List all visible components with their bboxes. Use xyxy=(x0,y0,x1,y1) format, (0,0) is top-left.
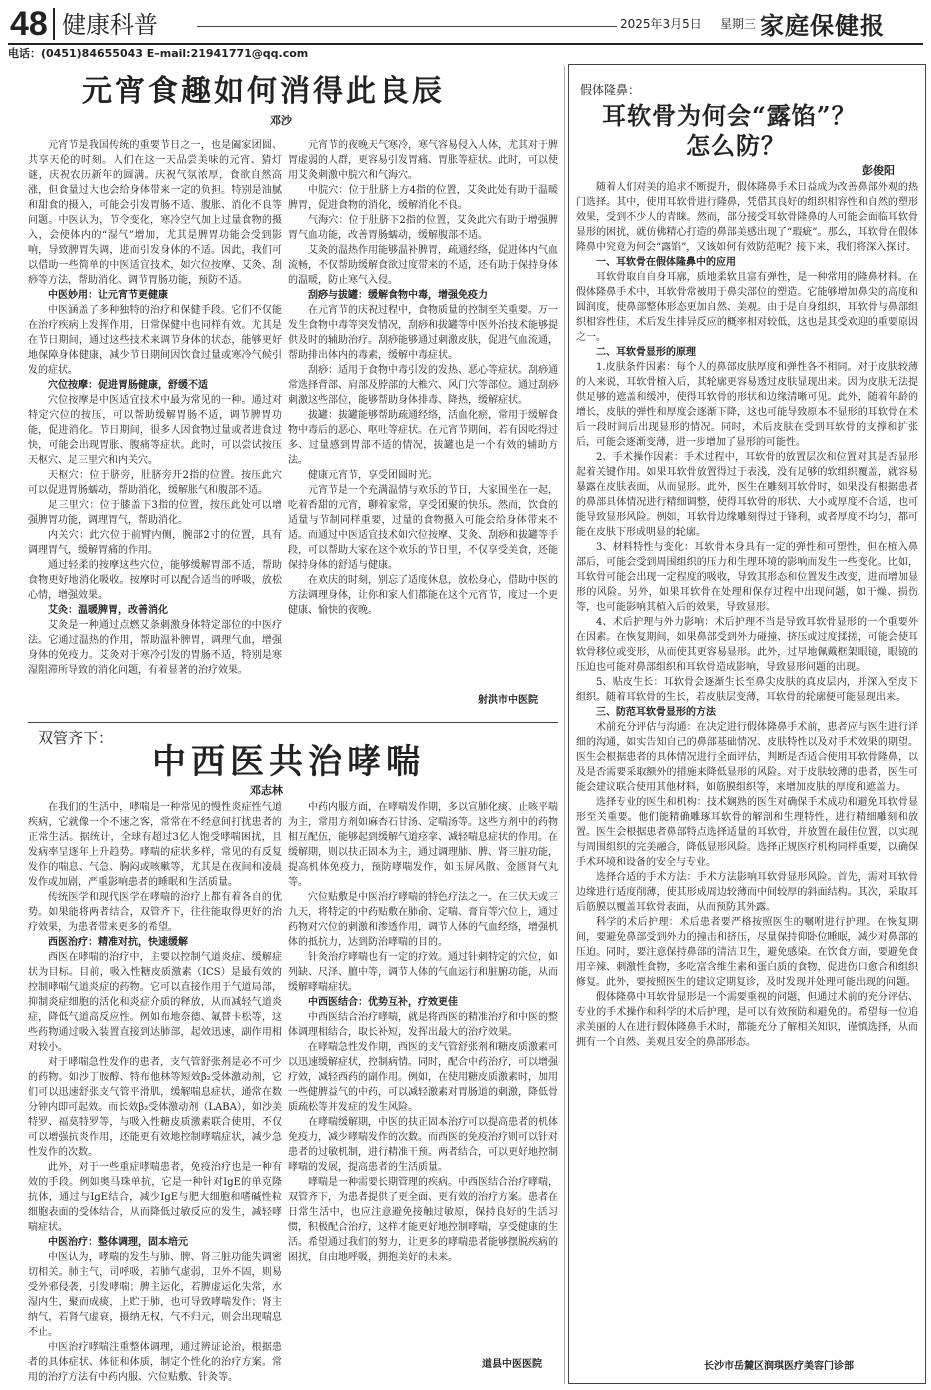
article1-author: 邓沙 xyxy=(270,114,292,127)
paragraph: 耳软骨取自自身耳廓，质地柔软且富有弹性，是一种常用的隆鼻材料。在假体隆鼻手术中，耳软骨常被用于鼻尖部位的塑造。它能够增加鼻尖的高度和圆润度，使鼻部整体形态更加自然、美观。由于是自身组织，耳软骨与鼻部组织相容性佳，术后发生排异反应的概率相对较低，这也是其受欢迎的重要原因之一。 xyxy=(576,272,918,343)
paragraph: 对于哮喘急性发作的患者，支气管舒张剂是必不可少的药物。如沙丁胺醇、特布他林等短效β₂受体激动剂，它们可以迅速舒张支气管平滑肌，缓解喘息症状，通常在数分钟内即可起效。而长效β₂受体激动剂（LABA），如沙美特罗、福莫特罗等，与吸入性糖皮质激素联合使用，不仅可以增强抗炎作用，还能更有效地控制哮喘症状，减少急性发作的次数。 xyxy=(28,1057,282,1158)
paragraph: 选择专业的医生和机构：技术娴熟的医生对确保手术成功和避免耳软骨显形至关重要。他们能精确雕琢耳软骨的解剖和生理特性，进行精细雕刻和放置。医生会根据患者鼻部特点选择适量的耳软骨，并放置在最佳位置，以实现与周围组织的完美融合，降低显形风险。选择正规医疗机构同样重要，以确保手术环境和设备的安全与专业。 xyxy=(576,797,918,868)
subheading: 艾灸：温暖脾胃，改善消化 xyxy=(48,605,168,616)
paragraph: 中西医结合治疗哮喘，就是将西医的精准治疗和中医的整体调理相结合，取长补短，发挥出最大的治疗效果。 xyxy=(288,1012,558,1038)
article1-source: 射洪市中医院 xyxy=(478,695,538,706)
article2-source: 道县中医医院 xyxy=(482,1359,542,1370)
paragraph: 气海穴：位于肚脐下2指的位置，艾灸此穴有助于增强脾胃气血功能，改善胃肠蠕动，缓解腹部不适。 xyxy=(288,215,558,241)
article3-title-line2: 怎么防？ xyxy=(686,131,786,160)
paragraph: 刮痧：适用于食物中毒引发的发热、恶心等症状。刮痧通常选择背部、肩部及脖部的大椎穴、风门穴等部位。通过刮痧刺激这些部位，能够帮助身体排毒、降热，缓解症状。 xyxy=(288,365,558,406)
paragraph: 3、材料特性与变化：耳软骨本身具有一定的弹性和可塑性，但在植入鼻部后，可能会受到周围组织的压力和生理环境的影响而发生一些变化。比如，耳软骨可能会出现一定程度的吸收，导致其形态和位置发生改变，进而增加显形的风险。另外，如果耳软骨在处理和保存过程中出现问题，如干燥、损伤等，也可能影响其植入后的效果，导致显形。 xyxy=(576,542,918,613)
article1-column-2 xyxy=(288,138,558,690)
paragraph: 在元宵节的庆祝过程中，食物质量的控制至关重要。万一发生食物中毒等突发情况，刮痧和拔罐等中医外治技术能够提供及时的辅助治疗。刮痧能够通过刺激皮肤，促进气血流通，帮助排出体内的毒素，缓解中毒症状。 xyxy=(288,305,558,361)
paragraph: 科学的术后护理：术后患者要严格按照医生的嘱咐进行护理。在恢复期间，要避免鼻部受到外力的撞击和挤压，尽量保持仰卧位睡眠，减少对鼻部的压迫。同时，要注意保持鼻部的清洁卫生，避免感染。在饮食方面，要避免食用辛辣、刺激性食物，多吃富含维生素和蛋白质的食物，促进伤口愈合和组织修复。此外，要按照医生的建议定期复诊，及时发现并处理可能出现的问题。 xyxy=(576,917,918,988)
header-divider xyxy=(53,8,55,40)
paragraph: 足三里穴：位于膝盖下3指的位置，按压此处可以增强脾胃功能，调理胃气，帮助消化。 xyxy=(28,500,282,526)
paragraph: 针灸治疗哮喘也有一定的疗效。通过针刺特定的穴位，如列缺、尺泽、膻中等，调节人体的气血运行和脏腑功能，从而缓解哮喘症状。 xyxy=(288,952,558,993)
page-number: 48 xyxy=(10,5,48,43)
paragraph: 在我们的生活中，哮喘是一种常见的慢性炎症性气道疾病，它就像一个不速之客，常常在不经意间打扰患者的正常生活。据统计，全球有超过3亿人饱受哮喘困扰，且发病率呈逐年上升趋势。哮喘的症状多样，常见的有反复发作的喘息、气急、胸闷或咳嗽等，尤其是在夜间和凌晨发作或加剧，严重影响患者的睡眠和生活质量。 xyxy=(28,802,282,888)
paragraph: 天枢穴：位于脐旁，肚脐旁开2指的位置。按压此穴可以促进胃肠蠕动，帮助消化，缓解胀气和腹部不适。 xyxy=(28,470,282,496)
paragraph: 选择合适的手术方法：手术方法影响耳软骨显形风险。首先，需对耳软骨边缘进行适度削薄，使其形成周边较薄而中间较厚的斜面结构。其次，采取耳后筋膜以覆盖耳软骨表面，从而预防其外露。 xyxy=(576,872,918,913)
paragraph: 此外，对于一些重症哮喘患者，免疫治疗也是一种有效的手段。例如奥马珠单抗，它是一种针对IgE的单克隆抗体，通过与IgE结合，减少IgE与肥大细胞和嗜碱性粒细胞表面的受体结合，从而降低过敏反应的发生，减轻哮喘症状。 xyxy=(28,1162,282,1233)
paragraph: 元宵节的夜晚天气寒冷，寒气容易侵入人体，尤其对于脾胃虚弱的人群，更容易引发胃痛、胃胀等症状。此时，可以使用艾灸刺激中脘穴和气海穴。 xyxy=(288,140,558,181)
paragraph: 通过轻柔的按摩这些穴位，能够缓解胃部不适，帮助食物更好地消化吸收。按摩时可以配合适当的呼吸，放松心情，增强效果。 xyxy=(28,560,282,601)
paragraph: 艾灸是一种通过点燃艾条刺激身体特定部位的中医疗法。它通过温热的作用，帮助温补脾胃，调理气血，增强身体的免疫力。艾灸对于寒冷引发的胃肠不适，特别是寒湿阻滞所导致的消化问题，有着显著的治疗效果。 xyxy=(28,620,282,676)
paragraph: 西医在哮喘的治疗中，主要以控制气道炎症、缓解症状为目标。目前，吸入性糖皮质激素（ICS）是最有效的控制哮喘气道炎症的药物。它可以直接作用于气道局部，抑制炎症细胞的活化和炎症介质的释放，从而减轻气道炎症，降低气道高反应性。例如布地奈德、氟替卡松等，这些药物通过吸入装置直接到达肺部，起效迅速，副作用相对较小。 xyxy=(28,952,282,1053)
paragraph: 术前充分评估与沟通：在决定进行假体隆鼻手术前，患者应与医生进行详细的沟通，如实告知自己的鼻部基础情况、皮肤特性以及对手术效果的期望。医生会根据患者的具体情况进行全面评估，判断是否适合使用耳软骨隆鼻，以及是否需要采取额外的措施来降低显形的风险。对于皮肤较薄的患者，医生可能会建议联合使用其他材料，如筋膜组织等，来增加皮肤的厚度和遮盖力。 xyxy=(576,722,918,793)
paragraph: 中脘穴：位于肚脐上方4指的位置，艾灸此处有助于温暖脾胃，促进食物的消化，缓解消化不良。 xyxy=(288,185,558,211)
paragraph: 哮喘是一种需要长期管理的疾病。中西医结合治疗哮喘，双管齐下，为患者提供了更全面、更有效的治疗方案。患者在日常生活中，也应注意避免接触过敏原，保持良好的生活习惯，积极配合治疗，这样才能更好地控制哮喘，享受健康的生活。希望通过我们的努力，让更多的哮喘患者能够摆脱疾病的困扰，自由地呼吸，拥抱美好的未来。 xyxy=(288,1177,558,1263)
subheading: 中医治疗：整体调理，固本培元 xyxy=(48,1237,188,1248)
paragraph: 4、术后护理与外力影响：术后护理不当是导致耳软骨显形的一个重要外在因素。在恢复期间，如果鼻部受到外力碰撞、挤压或过度揉搓，可能会使耳软骨移位或变形，从而使其更容易显形。此外，过早地佩戴框架眼镜，眼镜的压迫也可能对鼻部组织和耳软骨造成影响，导致显形问题的出现。 xyxy=(576,617,918,673)
paragraph: 中医治疗哮喘注重整体调理，通过辨证论治，根据患者的具体症状、体征和体质，制定个性化的治疗方案。常用的治疗方法有中药内服、穴位贴敷、针灸等。 xyxy=(28,1342,282,1383)
paragraph: 内关穴：此穴位于前臂内侧，腕部2寸的位置，具有调理胃气，缓解胃痛的作用。 xyxy=(28,530,282,556)
masthead-rule xyxy=(8,43,923,45)
header-rule xyxy=(197,26,617,27)
paragraph: 元宵节是一个充满温情与欢乐的节日，大家围坐在一起，吃着香甜的元宵，聊着家常，享受团聚的快乐。然而，饮食的适量与节制同样重要，过量的食物摄入可能会给身体带来不适。而通过中医适宜技术如穴位按摩、艾灸、刮痧和拔罐等手段，可以帮助大家在这个欢乐的节日里，不仅享受美食，还能保持身体的舒适与健康。 xyxy=(288,485,558,571)
paragraph: 在哮喘缓解期，中医的扶正固本治疗可以提高患者的机体免疫力，减少哮喘发作的次数。而西医的免疫治疗则可以针对患者的过敏机制，进行精准干预。两者结合，可以更好地控制哮喘的发展，提高患者的生活质量。 xyxy=(288,1117,558,1173)
paragraph: 5、贴皮生长：耳软骨会逐渐生长至鼻尖皮肤的真皮层内，并深入至皮下组织。随着耳软骨的生长，若皮肤层变薄，耳软骨的轮廓便可能显现出来。 xyxy=(576,677,918,703)
article-divider xyxy=(28,722,558,723)
paragraph: 假体隆鼻中耳软骨显形是一个需要重视的问题，但通过术前的充分评估、专业的手术操作和科学的术后护理，是可以有效预防和避免的。希望每一位追求美丽的人在进行假体隆鼻手术时，都能充分了解相关知识，谨慎选择，从而拥有一个自然、美观且安全的鼻部形态。 xyxy=(576,992,918,1048)
article2-column-1 xyxy=(28,800,282,1385)
contact-info: 电话：(0451)84655043 E–mail:21941771@qq.com xyxy=(8,47,309,60)
newspaper-name: 家庭保健报 xyxy=(760,11,885,40)
subheading: 二、耳软骨显形的原理 xyxy=(596,347,696,358)
article3-author: 彭俊阳 xyxy=(862,164,895,177)
subheading: 三、防范耳软骨显形的方法 xyxy=(596,707,716,718)
article3-body xyxy=(576,180,918,1360)
subheading: 穴位按摩：促进胃肠健康，舒缓不适 xyxy=(48,380,208,391)
paragraph: 随着人们对美的追求不断提升，假体隆鼻手术日益成为改善鼻部外观的热门选择。其中，使用耳软骨进行隆鼻，凭借其良好的组织相容性和自然的塑形效果，受到不少人的青睐。然而，部分接受耳软骨隆鼻的人可能会面临耳软骨显形的困扰，就仿佛精心打造的鼻部美感出现了“瑕疵”。那么，耳软骨在假体隆鼻中究竟为何会“露馅”，又该如何有效防范呢？接下来，我们将深入探讨。 xyxy=(576,182,918,253)
paragraph: 元宵节是我国传统的重要节日之一，也是阖家团圆、共享天伦的时刻。人们在这一天品尝美味的元宵、猜灯谜，庆祝农历新年的圆满。庆祝气氛浓厚，食欲自然高涨，但食量过大也会给身体带来一定的负担。特别是油腻和甜食的摄入，可能会引发胃肠不适、腹胀、消化不良等问题。中医认为，节令变化，寒冷空气加上过量食物的摄入，会使体内的“湿气”增加，尤其是脾胃功能会受到影响，导致脾胃失调，进而引发身体的不适。因此，我们可以借助一些简单的中医适宜技术，如穴位按摩、艾灸、刮痧等方法，帮助消化、调节胃肠功能，预防不适。 xyxy=(28,140,282,286)
article2-column-2 xyxy=(288,800,558,1355)
subheading: 中西医结合：优势互补，疗效更佳 xyxy=(308,997,458,1008)
article3-source: 长沙市岳麓区润琪医疗美容门诊部 xyxy=(704,1361,854,1372)
paragraph: 艾灸的温热作用能够温补脾胃，疏通经络，促进体内气血流畅，不仅帮助缓解食欲过度带来的不适，还有助于保持身体的温暖，防止寒气入侵。 xyxy=(288,245,558,286)
paragraph: 穴位贴敷是中医治疗哮喘的特色疗法之一。在三伏天或三九天，将特定的中药贴敷在肺俞、定喘、膏肓等穴位上，通过药物对穴位的刺激和渗透作用，调节人体的气血经络，增强机体的抵抗力，达到防治哮喘的目的。 xyxy=(288,892,558,948)
section-title: 健康科普 xyxy=(62,11,158,39)
article3-title-line1: 耳软骨为何会“露馅”？ xyxy=(602,101,857,130)
article2-title: 中西医共治哮喘 xyxy=(152,742,425,782)
subheading: 西医治疗：精准对抗，快速缓解 xyxy=(48,937,188,948)
paragraph: 穴位按摩是中医适宜技术中最为常见的一种。通过对特定穴位的按压，可以帮助缓解胃肠不适，调节脾胃功能，促进消化。节日期间，很多人因食物过量或者进食过快，可能会出现胃胀、腹痛等症状。此时，可以尝试按压天枢穴、足三里穴和内关穴。 xyxy=(28,395,282,466)
article1-title: 元宵食趣如何消得此良辰 xyxy=(82,74,445,109)
article3-kicker: 假体隆鼻： xyxy=(580,83,641,97)
publish-date: 2025年3月5日 xyxy=(620,17,702,31)
paragraph: 传统医学和现代医学在哮喘的治疗上都有着各自的优势。如果能将两者结合，双管齐下，往往能取得更好的治疗效果，为患者带来更多的希望。 xyxy=(28,892,282,933)
paragraph: 中医认为，哮喘的发生与肺、脾、肾三脏功能失调密切相关。肺主气，司呼吸，若肺气虚弱，卫外不固，则易受外邪侵袭，引发哮喘；脾主运化，若脾虚运化失常，水湿内生，聚而成痰，上贮于肺，也可导致哮喘发作；肾主纳气，若肾气虚衰，摄纳无权，气不归元，则会出现喘息不止。 xyxy=(28,1252,282,1338)
article2-kicker: 双管齐下： xyxy=(38,729,114,747)
article1-column-1 xyxy=(28,138,282,720)
paragraph: 拔罐：拔罐能够帮助疏通经络，活血化瘀，常用于缓解食物中毒后的恶心、呕吐等症状。在元宵节期间，若有因吃得过多、过量感到胃部不适的情况，拔罐也是一个有效的辅助方法。 xyxy=(288,410,558,466)
paragraph: 2、手术操作因素：手术过程中，耳软骨的放置层次和位置对其是否显形起着关键作用。如果耳软骨放置得过于表浅，没有足够的软组织覆盖，就容易暴露在皮肤表面，从而显形。此外，医生在雕刻耳软骨时，如果没有根据患者的鼻部具体情况进行精细调整，使得耳软骨的形状、大小或厚度不合适，也可能导致显形风险。例如，耳软骨边缘雕刻得过于锋利，或者厚度不均匀，都可能在皮肤下形成明显的轮廓。 xyxy=(576,452,918,538)
subheading: 一、耳软骨在假体隆鼻中的应用 xyxy=(596,257,736,268)
paragraph: 健康元宵节，享受团圆时光。 xyxy=(308,470,438,481)
publish-weekday: 星期三 xyxy=(720,17,757,31)
column-divider xyxy=(564,66,565,1384)
subheading: 中医妙用：让元宵节更健康 xyxy=(48,290,168,301)
paragraph: 在哮喘急性发作期，西医的支气管舒张剂和糖皮质激素可以迅速缓解症状，控制病情。同时，配合中药治疗，可以增强疗效，减轻西药的副作用。例如，在使用糖皮质激素时，加用一些健脾益气的中药，可以减轻激素对胃肠道的刺激，降低骨质疏松等并发症的发生风险。 xyxy=(288,1042,558,1113)
subheading: 刮痧与拔罐：缓解食物中毒，增强免疫力 xyxy=(308,290,488,301)
paragraph: 中医涵盖了多种独特的治疗和保健手段。它们不仅能在治疗疾病上发挥作用，日常保健中也同样有效。尤其是在节日期间，通过这些技术来调节身体的状态，能够更好地保障身体健康，减少节日期间因饮食过量或寒冷气候引发的症状。 xyxy=(28,305,282,376)
article2-author: 邓志林 xyxy=(250,784,283,797)
paragraph: 1.皮肤条件因素：每个人的鼻部皮肤厚度和弹性各不相同。对于皮肤较薄的人来说，耳软骨植入后，其轮廓更容易透过皮肤显现出来。因为皮肤无法提供足够的遮盖和缓冲，使得耳软骨的形状和边缘清晰可见。此外，随着年龄的增长，皮肤的弹性和厚度会逐渐下降，这也可能导致原本不显形的耳软骨在术后一段时间后出现显形的情况。同时，术后皮肤在受到耳软骨的支撑和扩张后，可能会逐渐变薄，进一步增加了显形的可能性。 xyxy=(576,362,918,448)
paragraph: 中药内服方面，在哮喘发作期，多以宣肺化痰、止咳平喘为主，常用方剂如麻杏石甘汤、定喘汤等。这些方剂中的药物相互配伍，能够起到缓解气道痉挛、减轻喘息症状的作用。在缓解期，则以扶正固本为主，通过调理肺、脾、肾三脏功能，提高机体免疫力，预防哮喘发作，如玉屏风散、金匮肾气丸等。 xyxy=(288,802,558,888)
paragraph: 在欢庆的时刻，别忘了适度休息，放松身心，借助中医的方法调理身体，让你和家人们都能在这个元宵节，度过一个更健康、愉快的夜晚。 xyxy=(288,575,558,616)
